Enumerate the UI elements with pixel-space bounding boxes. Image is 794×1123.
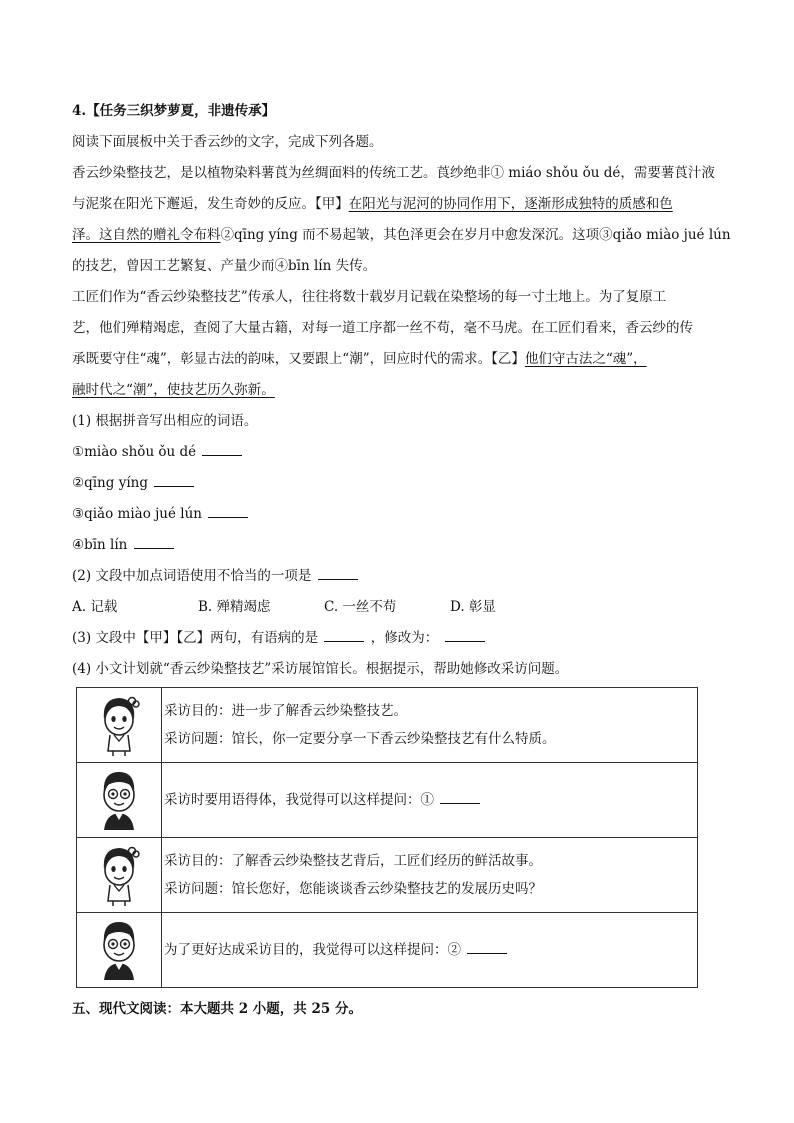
answer-blank[interactable] xyxy=(208,505,248,518)
question-1-item xyxy=(72,530,720,561)
question-text: ，修改为： xyxy=(370,630,439,646)
passage-2 xyxy=(72,282,720,406)
answer-blank[interactable] xyxy=(467,941,507,954)
answer-blank[interactable] xyxy=(440,791,480,804)
avatar-cell xyxy=(77,763,162,838)
girl-icon xyxy=(77,843,161,907)
interview-line: 采访问题：馆长，你一定要分享一下香云纱染整技艺有什么特质。 xyxy=(164,731,556,747)
avatar-cell xyxy=(77,838,162,913)
passage-2-line: 工匠们作为“香云纱染整技艺”传承人，往往将数十载岁月记载在染整场的每一寸土地上。为了复原工 xyxy=(72,289,667,305)
sentence-yi-end: 融时代之“潮”，使技艺历久弥新。 xyxy=(72,382,275,398)
question-2-options xyxy=(72,592,720,623)
interview-row xyxy=(77,913,698,988)
girl-icon xyxy=(77,693,161,757)
interview-text-cell xyxy=(162,838,698,913)
question-3 xyxy=(72,623,720,654)
interview-line: 采访目的：了解香云纱染整技艺背后，工匠们经历的鲜活故事。 xyxy=(164,853,542,869)
pinyin-label: ②qīng yíng xyxy=(72,475,148,491)
intro-text: 阅读下面展板中关于香云纱的文字，完成下列各题。 xyxy=(72,134,383,150)
interview-row xyxy=(77,688,698,763)
sentence-yi: 他们守古法之“魂”， xyxy=(524,351,647,367)
answer-blank[interactable] xyxy=(318,567,358,580)
boy-icon xyxy=(77,768,161,832)
passage-1-line: 的技艺，曾因工艺繁复、产量少而④bīn lín 失传。 xyxy=(72,258,377,274)
passage-1-line xyxy=(72,220,731,251)
answer-blank[interactable] xyxy=(445,629,485,642)
question-2-prompt xyxy=(72,561,720,592)
avatar-cell xyxy=(77,913,162,988)
sentence-jia: 在阳光与泥河的协同作用下，逐渐形成独特的质感和色 xyxy=(348,196,673,212)
question-1-item xyxy=(72,499,720,530)
option-c[interactable]: C. 一丝不苟 xyxy=(324,599,397,615)
passage-2-line xyxy=(72,344,720,375)
pinyin-label: ③qiǎo miào jué lún xyxy=(72,506,202,522)
answer-blank[interactable] xyxy=(134,536,174,549)
interview-line: 采访时要用语得体，我觉得可以这样提问：① xyxy=(164,792,434,808)
question-1-prompt: (1) 根据拼音写出相应的词语。 xyxy=(72,413,258,429)
option-b[interactable]: B. 殚精竭虑 xyxy=(198,599,271,615)
interview-row xyxy=(77,838,698,913)
option-a[interactable]: A. 记载 xyxy=(72,599,118,615)
passage-text: 与泥浆在阳光下邂逅，发生奇妙的反应。【甲】 xyxy=(72,196,349,212)
boy-icon xyxy=(77,918,161,982)
passage-1 xyxy=(72,158,731,282)
pinyin-label: ④bīn lín xyxy=(72,537,128,553)
sentence-jia-end: 泽。这自然的赠礼令布料 xyxy=(72,227,221,243)
pinyin-label: ①miào shǒu ǒu dé xyxy=(72,444,197,460)
passage-1-line: 香云纱染整技艺，是以植物染料薯莨为丝绸面料的传统工艺。莨纱绝非① miáo shǒu ǒu dé，需要薯莨汁液 xyxy=(72,165,715,181)
question-text: (2) 文段中加点词语使用不恰当的一项是 xyxy=(72,568,312,584)
section-heading: 五、现代文阅读：本大题共 2 小题，共 25 分。 xyxy=(72,1001,362,1017)
question-1-item xyxy=(72,437,720,468)
question-4-prompt: (4) 小文计划就“香云纱染整技艺”采访展馆馆长。根据提示，帮助她修改采访问题。 xyxy=(72,661,569,677)
question-text: (3) 文段中【甲】【乙】两句，有语病的是 xyxy=(72,630,319,646)
passage-text: ②qīng yíng 而不易起皱，其色泽更会在岁月中愈发深沉。这项③qiǎo miào jué lún xyxy=(220,227,731,243)
interview-line: 为了更好达成采访目的，我觉得可以这样提问：② xyxy=(164,942,461,958)
interview-row xyxy=(77,763,698,838)
answer-blank[interactable] xyxy=(154,474,194,487)
task-heading: 4.【任务三织梦萝夏，非遗传承】 xyxy=(72,103,276,119)
option-d[interactable]: D. 彰显 xyxy=(450,599,496,615)
interview-text-cell xyxy=(162,688,698,763)
interview-text-cell xyxy=(162,763,698,838)
passage-1-line xyxy=(72,189,720,220)
answer-blank[interactable] xyxy=(324,629,364,642)
interview-line: 采访问题：馆长您好，您能谈谈香云纱染整技艺的发展历史吗？ xyxy=(164,881,542,897)
passage-2-line xyxy=(72,375,720,406)
interview-line: 采访目的：进一步了解香云纱染整技艺。 xyxy=(164,703,407,719)
passage-text: 承既要守住“魂”，彰显古法的韵味，又要跟上“潮”，回应时代的需求。【乙】 xyxy=(72,351,525,367)
answer-blank[interactable] xyxy=(202,443,242,456)
question-1-item xyxy=(72,468,720,499)
exam-page xyxy=(72,96,731,1025)
passage-2-line: 艺，他们殚精竭虑，查阅了大量古籍，对每一道工序都一丝不苟，毫不马虎。在工匠们看来，香云纱的传 xyxy=(72,320,693,336)
avatar-cell xyxy=(77,688,162,763)
interview-text-cell xyxy=(162,913,698,988)
interview-table xyxy=(76,687,698,988)
